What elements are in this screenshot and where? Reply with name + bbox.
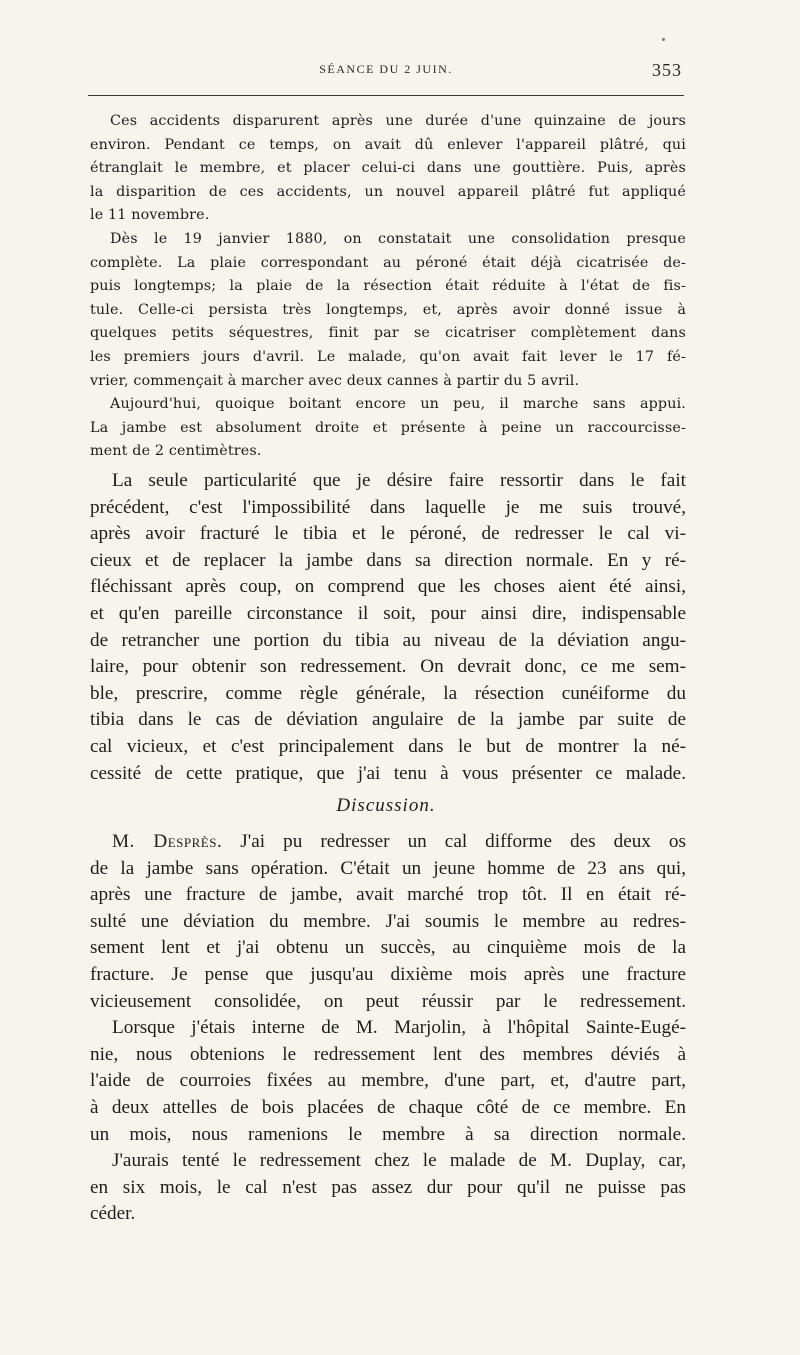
text-line: l'aide de courroies fixées au membre, d'une part, et, d'autre part,: [90, 1070, 686, 1092]
text-line: céder.: [90, 1203, 136, 1225]
text-line: puis longtemps; la plaie de la résection était réduite à l'état de fis-: [90, 278, 686, 295]
text-line: ble, prescrire, comme règle générale, la résection cunéiforme du: [90, 682, 686, 704]
commentary: [90, 468, 686, 787]
text-line: Ces accidents disparurent après une durée d'une quinzaine de jours: [110, 113, 686, 129]
text-line: étranglait le membre, et placer celui-ci dans une gouttière. Puis, après: [90, 160, 686, 177]
header-rule: [88, 95, 684, 96]
text-line: tibia dans le cas de déviation angulaire de la jambe par suite de: [90, 709, 686, 731]
text-line: après une fracture de jambe, avait marché trop tôt. Il en était ré-: [90, 884, 686, 906]
text-line: le 11 novembre.: [90, 207, 210, 224]
text-line: les premiers jours d'avril. Le malade, qu'on avait fait lever le 17 fé-: [90, 348, 686, 365]
case-report: [90, 110, 686, 464]
text-line: sulté une déviation du membre. J'ai soumis le membre au redres-: [90, 910, 686, 932]
text-line: ment de 2 centimètres.: [90, 443, 262, 460]
text-line: Aujourd'hui, quoique boitant encore un peu, il marche sans appui.: [110, 396, 686, 413]
discussion: [90, 829, 686, 1228]
text-line: de retrancher une portion du tibia au niveau de la déviation angu-: [90, 629, 686, 651]
text-line: précédent, c'est l'impossibilité dans laquelle je me suis trouvé,: [90, 496, 686, 518]
text-line: tule. Celle-ci persista très longtemps, et, après avoir donné issue à: [90, 301, 686, 318]
text-line: J'aurais tenté le redressement chez le malade de M. Duplay, car,: [112, 1150, 686, 1172]
text-line: nie, nous obtenions le redressement lent des membres déviés à: [90, 1043, 686, 1065]
text-line: laire, pour obtenir son redressement. On devrait donc, ce me sem-: [90, 656, 686, 678]
text-line: un mois, nous ramenions le membre à sa direction normale.: [90, 1123, 686, 1145]
text-line: fracture. Je pense que jusqu'au dixième mois après une fracture: [90, 963, 686, 985]
text-line: vicieusement consolidée, on peut réussir par le redressement.: [90, 990, 686, 1012]
text-line: cieux et de replacer la jambe dans sa direction normale. En y ré-: [90, 549, 686, 571]
text-line: la disparition de ces accidents, un nouvel appareil plâtré fut appliqué: [90, 183, 686, 200]
text-line: après avoir fracturé le tibia et le péroné, de redresser le cal vi-: [90, 523, 686, 545]
text-line: Lorsque j'étais interne de M. Marjolin, à l'hôpital Sainte-Eugé-: [112, 1017, 686, 1039]
text-line: cal vicieux, et c'est principalement dans le but de montrer la né-: [90, 735, 686, 757]
text-line: Dès le 19 janvier 1880, on constatait une consolidation presque: [110, 230, 686, 247]
text-line: complète. La plaie correspondant au péroné était déjà cicatrisée de-: [90, 254, 686, 271]
page-header: [88, 62, 684, 84]
text-line: La jambe est absolument droite et présente à peine un raccourcisse-: [90, 419, 686, 436]
text-line: et qu'en pareille circonstance il soit, pour ainsi dire, indispensable: [90, 602, 686, 624]
page-number: 353: [652, 60, 682, 80]
printing-speck: [662, 38, 665, 41]
text-line: cessité de cette pratique, que j'ai tenu à vous présenter ce malade.: [90, 762, 686, 784]
case-paragraph-3: [90, 393, 686, 464]
text-line: quelques petits séquestres, finit par se cicatriser complètement dans: [90, 325, 686, 342]
discussion-paragraph-2: [90, 1015, 686, 1148]
case-paragraph-1: [90, 110, 686, 228]
text-line: La seule particularité que je désire faire ressortir dans le fait: [112, 470, 686, 491]
case-paragraph-2: [90, 228, 686, 393]
text-line: en six mois, le cal n'est pas assez dur pour qu'il ne puisse pas: [90, 1176, 686, 1198]
speaker-name: M. Desprès.: [112, 831, 223, 852]
text-span: J'ai pu redresser un cal difforme des deux os: [222, 831, 686, 852]
commentary-paragraph: [90, 468, 686, 787]
section-heading: Discussion.: [336, 795, 436, 816]
discussion-paragraph-3: [90, 1148, 686, 1228]
text-line: environ. Pendant ce temps, on avait dû enlever l'appareil plâtré, qui: [90, 136, 686, 153]
text-line: sement lent et j'ai obtenu un succès, au cinquième mois de la: [90, 937, 686, 959]
text-line: de la jambe sans opération. C'était un jeune homme de 23 ans qui,: [90, 857, 686, 879]
text-line: vrier, commençait à marcher avec deux cannes à partir du 5 avril.: [90, 372, 580, 389]
running-head: SÉANCE DU 2 JUIN.: [319, 62, 453, 76]
discussion-paragraph-1: [90, 829, 686, 1015]
text-line: [90, 829, 686, 856]
text-line: à deux attelles de bois placées de chaque côté de ce membre. En: [90, 1096, 686, 1118]
text-line: fléchissant après coup, on comprend que les choses aient été ainsi,: [90, 576, 686, 598]
